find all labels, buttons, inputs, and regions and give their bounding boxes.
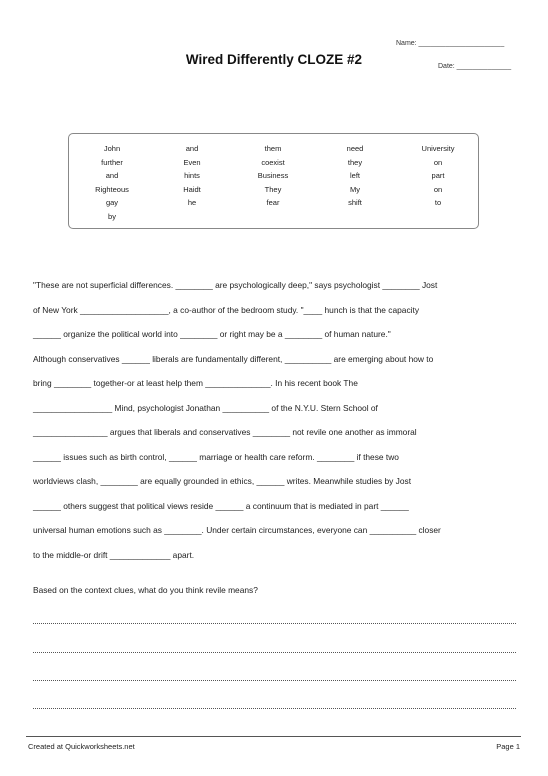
word-bank-item: shift: [348, 198, 362, 208]
passage-line: universal human emotions such as ________. Under certain circumstances, everyone can __________ closer: [33, 525, 441, 535]
passage-line: ______ issues such as birth control, ______ marriage or health care reform. ________ if these two: [33, 451, 399, 462]
passage-line: _________________ Mind, psychologist Jonathan __________ of the N.Y.U. Stern School of: [33, 402, 378, 413]
word-bank-column: [403, 142, 473, 210]
page-number: Page 1: [496, 742, 520, 751]
word-bank-item: My: [350, 184, 360, 194]
word-bank-item: part: [431, 171, 445, 181]
word-bank-item: they: [347, 157, 363, 167]
word-bank-item: left: [349, 171, 360, 181]
word-bank-item: and: [105, 171, 119, 181]
word-bank-item: They: [264, 184, 282, 194]
answer-line[interactable]: [33, 623, 516, 624]
answer-line[interactable]: [33, 652, 516, 653]
word-bank-item: gay: [105, 198, 119, 208]
context-question: Based on the context clues, what do you think revile means?: [33, 585, 258, 595]
word-bank-item: them: [264, 144, 282, 153]
word-bank-item: further: [101, 157, 123, 167]
passage-line: ______ others suggest that political views reside ______ a continuum that is mediated in part ______: [33, 500, 409, 511]
passage-line: ______ organize the political world into ________ or right may be a ________ of human nature.": [33, 329, 391, 339]
passage-line: to the middle-or drift _____________ apart.: [33, 549, 195, 560]
passage-line: ________________ argues that liberals and conservatives ________ not revile one another as immoral: [33, 427, 417, 437]
footer-credit: Created at Quickworksheets.net: [28, 742, 135, 751]
passage-line: worldviews clash, ________ are equally grounded in ethics, ______ writes. Meanwhile studies by Jost: [33, 476, 412, 486]
passage-line: Although conservatives ______ liberals are fundamentally different, __________ are emerging about how to: [33, 353, 434, 364]
passage-line: bring ________ together-or at least help them ______________. In his recent book The: [33, 378, 358, 388]
word-bank-item: and: [185, 144, 199, 153]
word-bank-item: by: [108, 211, 116, 221]
word-bank-item: Business: [257, 171, 289, 181]
word-bank-item: hints: [184, 171, 200, 181]
word-bank-item: on: [433, 184, 443, 194]
word-bank: [68, 133, 479, 229]
word-bank-column: [320, 142, 390, 210]
word-bank-item: Even: [183, 157, 201, 167]
word-bank-column: [238, 142, 308, 210]
word-bank-item: need: [346, 144, 364, 153]
cloze-passage: [33, 273, 523, 567]
date-field[interactable]: Date: ______________: [438, 63, 512, 70]
worksheet-title: Wired Differently CLOZE #2: [185, 52, 363, 67]
passage-line: of New York ___________________, a co-author of the bedroom study. "____ hunch is that the capacity: [33, 304, 420, 315]
passage-line: "These are not superficial differences. ________ are psychologically deep," says psychologist ________ Jost: [33, 280, 438, 290]
answer-line[interactable]: [33, 680, 516, 681]
word-bank-column: [157, 142, 227, 210]
word-bank-item: on: [433, 157, 443, 167]
word-bank-item: to: [434, 198, 442, 208]
word-bank-item: Righteous: [95, 184, 129, 194]
word-bank-item: John: [103, 144, 121, 153]
word-bank-item: University: [421, 144, 455, 153]
name-field[interactable]: Name: ______________________: [396, 40, 505, 47]
footer-divider: [26, 736, 521, 737]
answer-line[interactable]: [33, 708, 516, 709]
word-bank-item: fear: [266, 198, 280, 208]
word-bank-item: he: [187, 198, 197, 208]
word-bank-column: [77, 142, 147, 224]
word-bank-item: coexist: [261, 157, 285, 167]
word-bank-item: Haidt: [183, 184, 201, 194]
